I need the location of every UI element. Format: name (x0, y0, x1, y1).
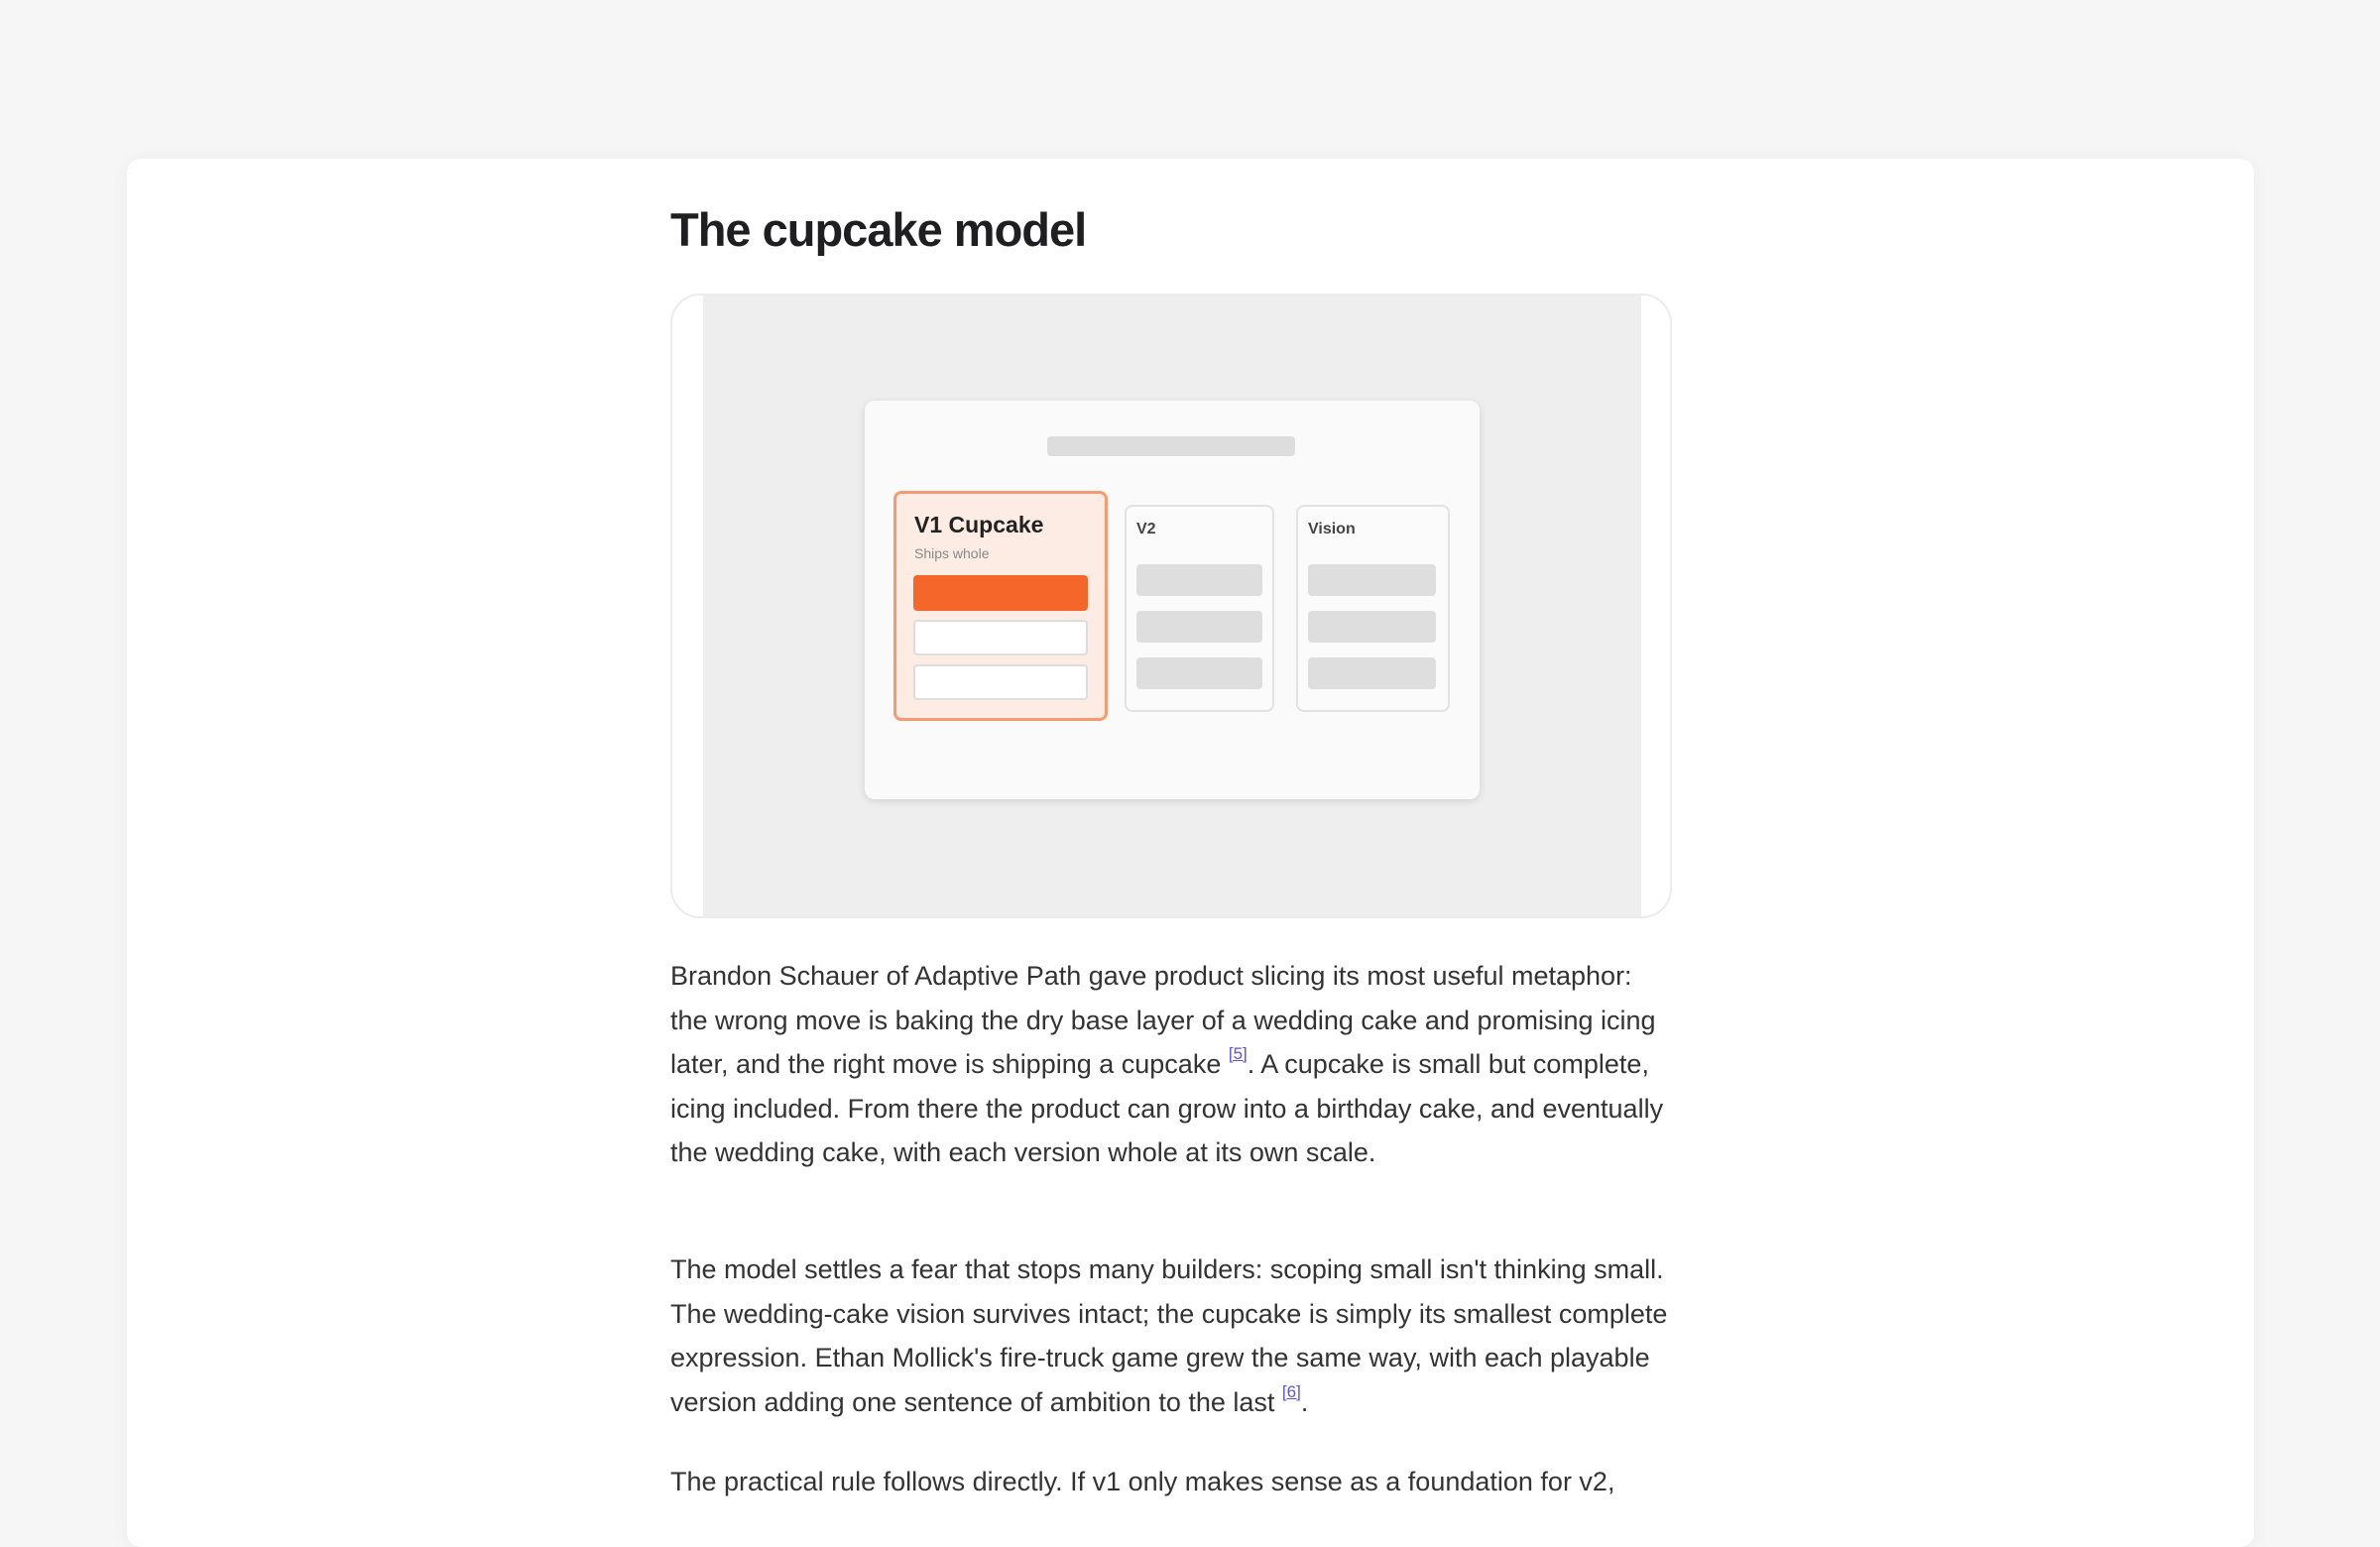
body-paragraph (670, 1248, 1674, 1424)
v1-column-title: V1 Cupcake (914, 512, 1044, 537)
v2-placeholder-bar (1136, 564, 1262, 596)
v1-outline-bar (913, 620, 1088, 655)
body-paragraph (670, 1460, 1674, 1504)
paragraph-text: . (1300, 1386, 1309, 1417)
v1-cupcake-column (893, 491, 1108, 721)
v1-outline-bar (913, 664, 1088, 700)
v1-column-subtitle: Ships whole (914, 545, 990, 561)
vision-placeholder-bar (1308, 657, 1436, 689)
v1-accent-bar (913, 575, 1088, 611)
mock-titlebar (1047, 436, 1295, 456)
figure-card (670, 294, 1672, 918)
mock-window (865, 401, 1480, 799)
paragraph-text: The model settles a fear that stops many builders: scoping small isn't thinking small. The wedding-cake vision survives intact; the cupcake is simply its smallest complete expression. Ethan Mollick's fire-truck game grew the same way, with each playable version adding one sentence of ambition to the last (670, 1254, 1668, 1417)
paragraph-text: Brandon Schauer of Adaptive Path gave product slicing its most useful metaphor: the wrong move is baking the dry base layer of a wedding cake and promising icing later, and the right move is shipping a cupcake (670, 961, 1656, 1079)
citation-link[interactable]: [6] (1281, 1381, 1301, 1401)
v2-placeholder-bar (1136, 611, 1262, 643)
vision-column-title: Vision (1308, 521, 1356, 537)
vision-column (1296, 505, 1450, 712)
figure-illustration (703, 296, 1641, 918)
vision-placeholder-bar (1308, 611, 1436, 643)
paragraph-text: . A cupcake is small but complete, icing included. From there the product can grow into a birthday cake, and eventually the wedding cake, with each version whole at its own scale. (670, 1049, 1664, 1167)
vision-placeholder-bar (1308, 564, 1436, 596)
v2-column-title: V2 (1136, 521, 1156, 537)
citation-link[interactable]: [5] (1228, 1044, 1248, 1063)
v2-column (1125, 505, 1274, 712)
paragraph-text: The practical rule follows directly. If v1 only makes sense as a foundation for v2, (670, 1467, 1615, 1496)
body-paragraph (670, 954, 1674, 1175)
v2-placeholder-bar (1136, 657, 1262, 689)
page-title: The cupcake model (670, 203, 1087, 256)
page-card (127, 159, 2254, 1547)
